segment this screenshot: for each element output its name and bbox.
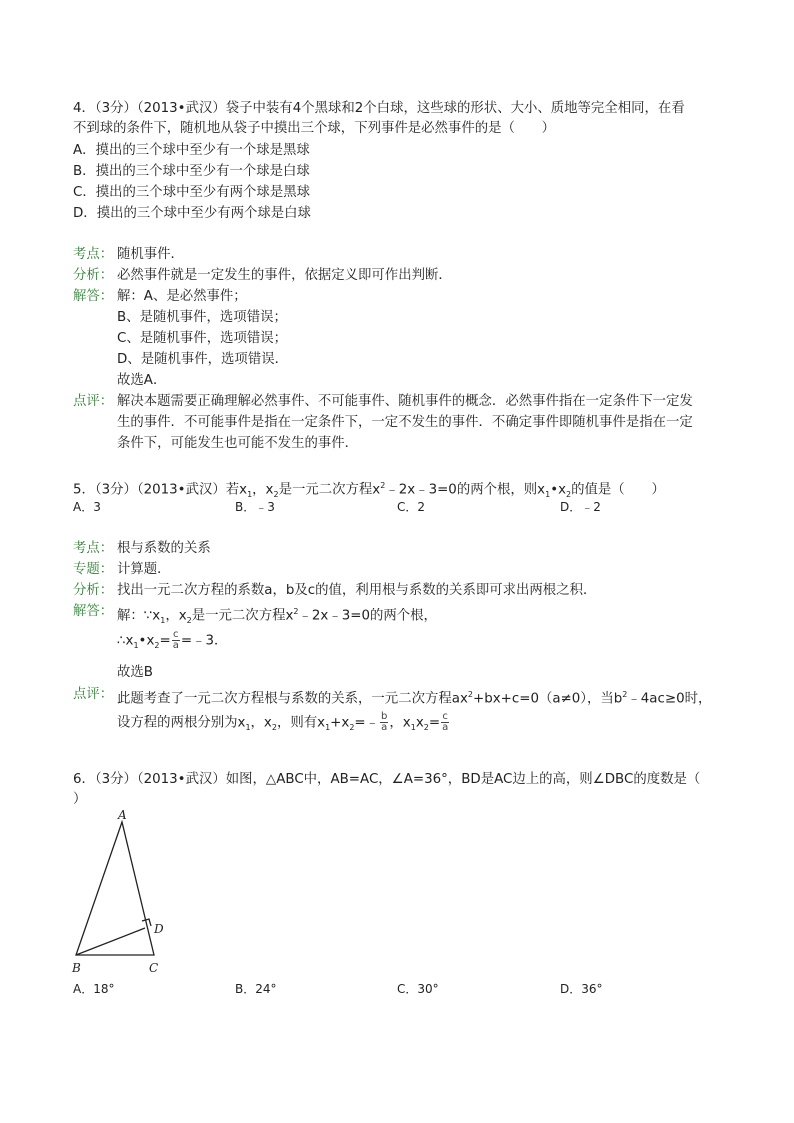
q4-jieda-line5: 故选A． bbox=[117, 373, 167, 388]
q5-dianping-line2: 设方程的两根分别为$x_1$，$x_2$，则有$x_1+x_2=﹣$ $\frac{b}{a}$ ，$x_1x_2=$ $\frac{c}{a}$ bbox=[117, 711, 449, 733]
label-c: C bbox=[149, 961, 159, 975]
label-d: D bbox=[154, 922, 164, 936]
q5-stem: 5．（3分）（2013•武汉）若$x_1$，$x_2$是一元二次方程$x^2﹣2x﹣3=0$的两个根，则$x_1•x_2$的值是（ ） bbox=[73, 481, 665, 500]
q4-option-c: C．摸出的三个球中至少有两个球是黑球 bbox=[73, 185, 310, 200]
q5-kaodian-label: 考点： bbox=[73, 541, 114, 556]
triangle-figure bbox=[68, 806, 178, 978]
q4-jieda-line3: C、是随机事件，选项错误； bbox=[117, 331, 288, 346]
triangle-abc bbox=[76, 822, 154, 955]
q5-jieda-line1: 解：$\because x_1$，$x_2$是一元二次方程$x^2﹣2x﹣3=0$的两个根， bbox=[117, 607, 437, 626]
q6-stem-line1: 6．（3分）（2013•武汉）如图，△ABC中，AB=AC，∠A=36°，BD是AC边上的高，则∠DBC的度数是（ bbox=[73, 772, 701, 787]
q4-stem-line2: 不到球的条件下，随机地从袋子中摸出三个球，下列事件是必然事件的是（ ） bbox=[73, 121, 556, 136]
q4-stem-line1: 4．（3分）（2013•武汉）袋子中装有4个黑球和2个白球，这些球的形状、大小、质地等完全相同，在看 bbox=[73, 101, 685, 116]
q5-zhuanti-label: 专题： bbox=[73, 562, 114, 577]
fraction-c-over-a-2: $\frac{c}{a}$ bbox=[442, 711, 449, 733]
q5-jieda-line2: $\therefore x_1•x_2=$ $\frac{c}{a}$ =﹣3． bbox=[117, 629, 228, 651]
q6-option-c: C．30° bbox=[397, 982, 439, 996]
q4-option-d: D．摸出的三个球中至少有两个球是白球 bbox=[73, 206, 311, 221]
q5-option-b: B．﹣3 bbox=[235, 500, 275, 514]
q5-option-c: C．2 bbox=[397, 500, 426, 514]
label-b: B bbox=[72, 961, 81, 975]
triangle-lines bbox=[76, 822, 154, 955]
q6-option-a: A．18° bbox=[73, 982, 115, 996]
q4-jieda-line4: D、是随机事件，选项错误． bbox=[117, 352, 288, 367]
q4-fenxi: 必然事件就是一定发生的事件，依据定义即可作出判断． bbox=[117, 268, 452, 283]
q6-option-d: D．36° bbox=[560, 982, 603, 996]
q4-fenxi-label: 分析： bbox=[73, 268, 114, 283]
q5-fenxi-label: 分析： bbox=[73, 583, 114, 598]
q5-jieda-line3: 故选B bbox=[117, 665, 153, 680]
q5-jieda-label: 解答： bbox=[73, 604, 114, 619]
q5-fenxi: 找出一元二次方程的系数a，b及c的值，利用根与系数的关系即可求出两根之积． bbox=[117, 583, 597, 598]
q4-dianping-line2: 生的事件．不可能事件是指在一定条件下，一定不发生的事件．不确定事件即随机事件是指在一定 bbox=[117, 415, 693, 430]
q5-option-a: A．3 bbox=[73, 500, 101, 514]
q5-dianping-label: 点评： bbox=[73, 687, 114, 702]
q5-kaodian: 根与系数的关系 bbox=[117, 541, 211, 556]
q5-zhuanti: 计算题． bbox=[117, 562, 171, 577]
label-a: A bbox=[118, 808, 127, 822]
q6-stem-line2: ） bbox=[73, 792, 87, 807]
q4-dianping-label: 点评： bbox=[73, 394, 114, 409]
q6-option-b: B．24° bbox=[235, 982, 277, 996]
q4-kaodian-label: 考点： bbox=[73, 247, 114, 262]
q5-option-d: D．﹣2 bbox=[560, 500, 601, 514]
q4-option-b: B．摸出的三个球中至少有一个球是白球 bbox=[73, 164, 310, 179]
q4-option-a: A．摸出的三个球中至少有一个球是黑球 bbox=[73, 143, 310, 158]
q4-kaodian: 随机事件． bbox=[117, 247, 184, 262]
q4-dianping-line1: 解决本题需要正确理解必然事件、不可能事件、随机事件的概念．必然事件指在一定条件下一定发 bbox=[117, 394, 693, 409]
fraction-c-over-a: $\frac{c}{a}$ bbox=[172, 629, 179, 651]
q5-dianping-line1: 此题考查了一元二次方程根与系数的关系，一元二次方程$ax^2+bx+c=0(a\ne 0)$，当$b^2﹣4ac\ge 0$时， bbox=[117, 690, 712, 707]
q4-jieda-label: 解答： bbox=[73, 289, 114, 304]
fraction-b-over-a: $\frac{b}{a}$ bbox=[381, 711, 388, 733]
segment-bd bbox=[76, 928, 145, 955]
q4-jieda-line1: 解：A、是必然事件； bbox=[117, 289, 247, 304]
q4-dianping-line3: 条件下，可能发生也可能不发生的事件． bbox=[117, 436, 359, 451]
q4-jieda-line2: B、是随机事件，选项错误； bbox=[117, 310, 287, 325]
